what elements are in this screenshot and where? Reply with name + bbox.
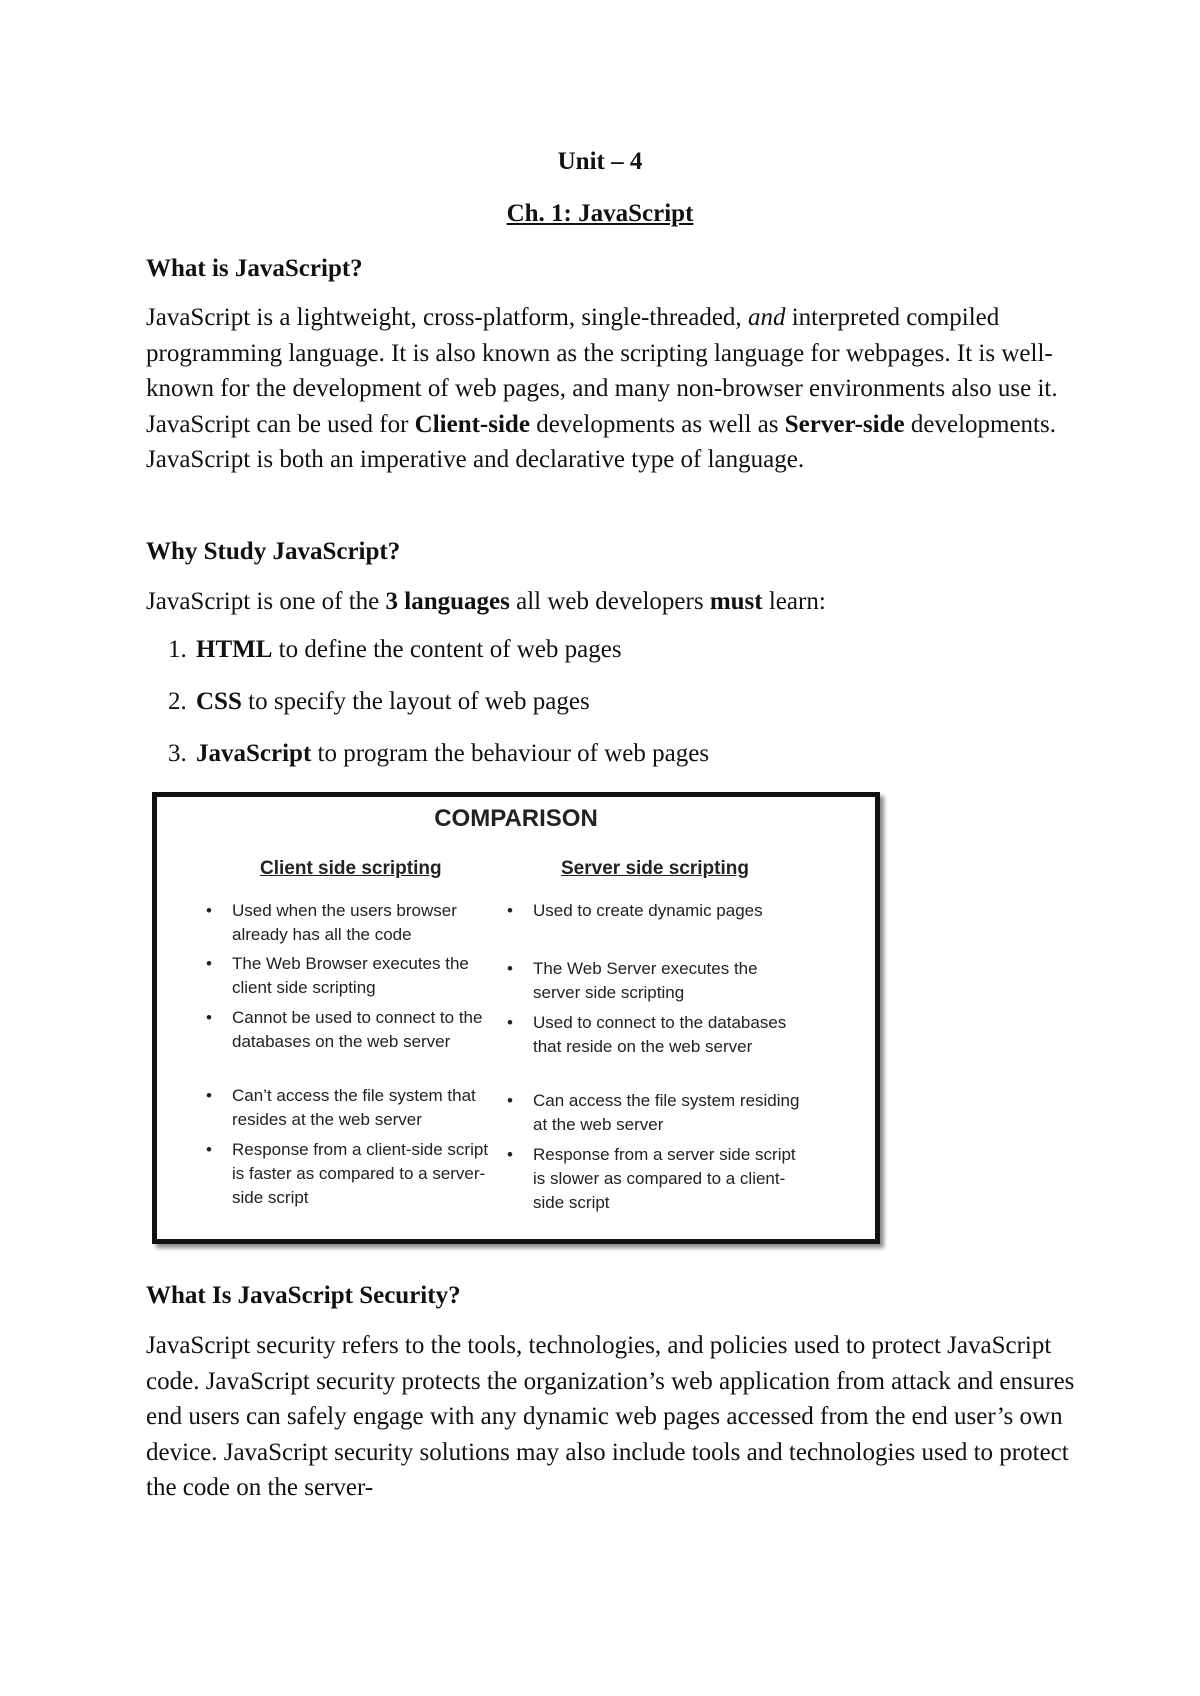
- section-heading-why-study: Why Study JavaScript?: [146, 538, 401, 565]
- list-item: • The Web Browser executes the client side scripting: [232, 952, 502, 1000]
- paragraph-three-languages: JavaScript is one of the 3 languages all web developers must learn:: [146, 588, 826, 615]
- chapter-title: Ch. 1: JavaScript: [506, 200, 694, 227]
- list-item: • The Web Server executes the server side scripting: [533, 957, 803, 1005]
- client-side-heading: Client side scripting: [260, 858, 442, 879]
- list-item: 2. CSS to specify the layout of web pages: [168, 688, 590, 715]
- list-item: • Response from a server side script is slower as compared to a client-side script: [533, 1143, 803, 1215]
- bold-server-side: Server-side: [784, 410, 905, 438]
- list-item: 1. HTML to define the content of web pages: [168, 636, 622, 663]
- section-heading-js-security: What Is JavaScript Security?: [146, 1282, 461, 1309]
- comparison-title: COMPARISON: [434, 805, 598, 832]
- unit-title: Unit – 4: [557, 148, 643, 175]
- section-heading-what-is-js: What is JavaScript?: [146, 255, 363, 282]
- list-item: • Used to connect to the databases that reside on the web server: [533, 1011, 803, 1059]
- list-item: • Used to create dynamic pages: [533, 899, 803, 923]
- server-side-heading: Server side scripting: [561, 858, 749, 879]
- list-item: • Cannot be used to connect to the databases on the web server: [232, 1006, 502, 1054]
- list-item: • Can’t access the file system that resides at the web server: [232, 1084, 502, 1132]
- list-item: • Can access the file system residing at the web server: [533, 1089, 803, 1137]
- paragraph-js-security: JavaScript security refers to the tools, technologies, and policies used to protect JavaScript code. JavaScript security protects the organization’s web application from attack and ensures end users can safely engage with any dynamic web pages accessed from the end user’s own device. JavaScript security solutions may also include tools and technologies used to protect the code on the server-: [146, 1332, 1075, 1501]
- list-item: • Response from a client-side script is faster as compared to a server-side script: [232, 1138, 502, 1210]
- bold-client-side: Client-side: [414, 410, 530, 438]
- comparison-figure: [152, 792, 880, 1244]
- list-item: • Used when the users browser already has all the code: [232, 899, 502, 947]
- list-item: 3. JavaScript to program the behaviour of web pages: [168, 740, 710, 767]
- paragraph-what-is-js: JavaScript is a lightweight, cross-platform, single-threaded, and interpreted compiled programming language. It is also known as the scripting language for webpages. It is well-known for the development of web pages, and many non-browser environments also use it. JavaScript can be used for Client-side developments as well as Server-side developments. JavaScript is both an imperative and declarative type of language.: [146, 304, 1058, 473]
- italic-and: and: [747, 304, 786, 331]
